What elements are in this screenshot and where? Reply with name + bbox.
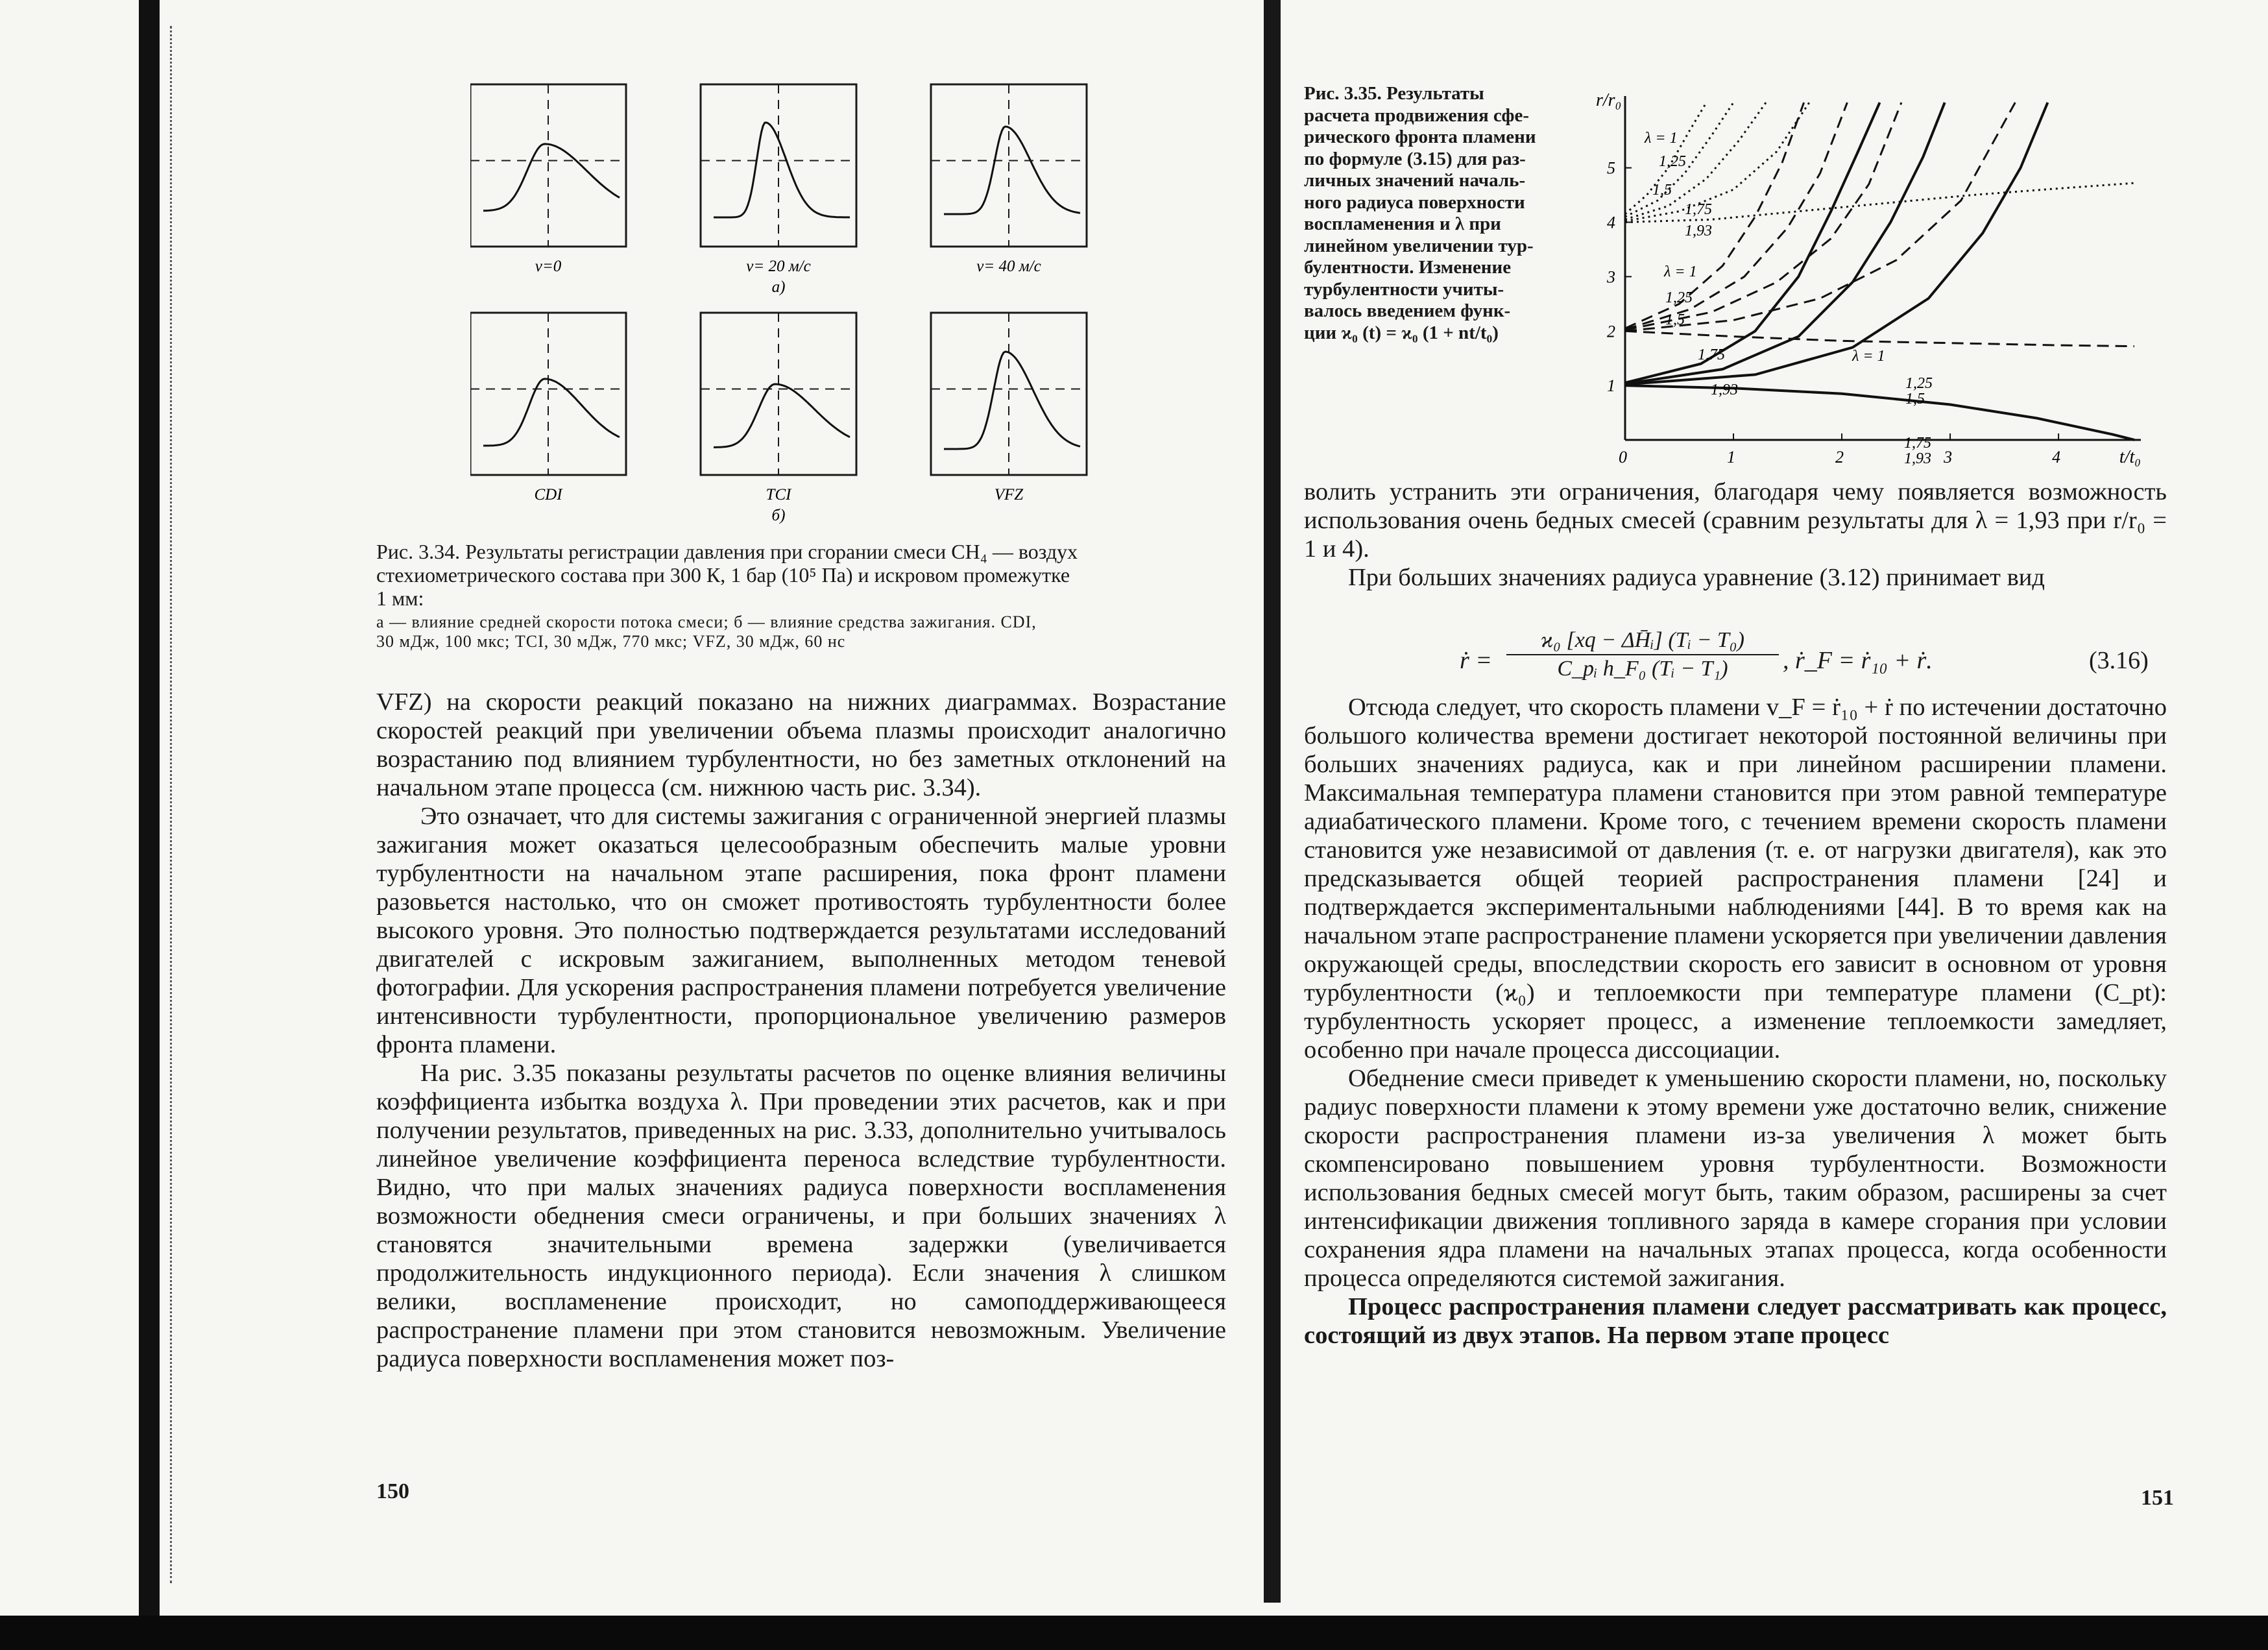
y-tick-label: 2 [1607,322,1615,341]
y-tick-label: 5 [1607,158,1615,178]
curve-annotation: λ = 1 [1664,263,1697,280]
curve-annotation: 1,25 [1665,289,1693,306]
page-number-left: 150 [376,1479,409,1503]
caption-line: рического фронта пламени [1304,127,1536,147]
caption-line: линейном увеличении тур- [1304,235,1534,256]
fig-b-group-label: б) [771,507,786,524]
formula-tail: , ṙ_F = ṙ₁₀ + ṙ. [1783,647,1933,674]
caption-line: турбулентности учиты- [1304,278,1504,300]
figure-3-34 [470,78,1184,532]
scan-left-marks [170,26,174,1583]
series-line-r0=2-9 [1625,331,2134,346]
fig-b-panel-2-pressure-curve [944,352,1080,449]
right-page [1297,0,2174,1616]
fig-3-34-legend [376,613,1223,651]
series-line-r0=1-13 [1625,385,2134,440]
fig-a-panel-2-pressure-curve [944,127,1080,214]
fig-b-panel-label-2: VFZ [994,486,1024,503]
paragraph: На рис. 3.35 показаны результаты расчетов по оценке влияния величины коэффициента избытка воздуха λ. При проведении этих расчетов, как и при получении результатов, приведенных на рис. 3.33, дополнительно учитывалось линейное увеличение коэффициента переноса вследствие турбулентности. Видно, что при малых значениях радиуса поверхности воспламенения возможности обеднения смеси ограничены, и при больших значениях λ становятся значительными времена задержки (увеличивается продолжительность индукционного периода). Если значения λ слишком велики, воспламенение происходит, но самоподдерживающееся распространение пламени при этом становится невозможным. Увеличение радиуса поверхности воспламенения может поз- [376,1060,1226,1372]
left-page [363,0,1233,1616]
fig-b-panel-label-1: TCI [766,486,791,503]
caption-line: ного радиуса поверхности [1304,191,1525,213]
paragraph: Процесс распространения пламени следует рассматривать как процесс, состоящий из двух этапов. На первом этапе процесс [1304,1293,2167,1349]
curve-annotation: 1,25 [1659,153,1686,170]
paragraph: Это означает, что для системы зажигания с ограниченной энергией плазмы зажигания может оказаться целесообразным обеспечить малые уровни турбулентности на начальном этапе расширения, пока фронт пламени разовьется настолько, что он сможет противостоять турбулентности более высокого уровня. Это полностью подтверждается результатами исследований двигателей с искровым зажиганием, выполненных методом теневой фотографии. Для ускорения распространения пламени потребуется увеличение интенсивности турбулентности, пропорциональное увеличению размеров фронта пламени. [376,803,1226,1058]
curve-annotation: 1,75 [1904,435,1931,452]
caption-line: Рис. 3.35. Результаты [1304,83,1484,104]
caption-line: булентности. Изменение [1304,257,1512,278]
y-axis-label: r/r₀ [1596,90,1622,110]
caption-line: личных значений началь- [1304,170,1526,191]
formula-3-16 [1460,628,2167,693]
paragraph: Обеднение смеси приведет к уменьшению скорости пламени, но, поскольку радиус поверхности пламени к этому времени уже достаточно велик, снижение скорости распространения пламени из-за увеличения λ может быть скомпенсировано повышением уровня турбулентности. Возможности использования бедных смесей могут быть, таким образом, расширены за счет интенсификации движения топливного заряда в камере сгорания при условии сохранения ядра пламени на начальных этапах процесса, когда особенности процесса определяются системой зажигания. [1304,1065,2167,1292]
legend-line: а — влияние средней скорости потока смеси; б — влияние средства зажигания. CDI, [376,613,1037,631]
right-body-text-top [1304,478,2167,592]
fig-a-panel-label-0: v=0 [535,258,562,275]
right-body-text-bottom [1304,693,2167,1350]
fig-a-panel-0-pressure-curve [483,144,620,211]
curve-annotation: 1,75 [1685,201,1712,218]
x-tick-label: 0 [1619,448,1627,467]
paragraph: Отсюда следует, что скорость пламени v_F = ṙ₁₀ + ṙ по истечении достаточно большого количества времени достигает некоторой постоянной величины при больших значениях радиуса, как и при линейном расширении пламени. Максимальная температура пламени становится при этом равной температуре адиабатического пламени. Кроме того, с течением времени скорость пламени становится уже независимой от давления (т. е. от нагрузки двигателя), как это предсказывается общей теорией распространения пламени [24] и подтверждается экспериментальными наблюдениями [44]. В то время как на начальном этапе распространение пламени ускоряется при увеличении давления окружающей среды, впоследствии скорость его зависит в основном от уровня турбулентности (ϰ₀) и теплоемкости при температуре пламени (C_pt): турбулентность ускоряет процесс, а изменение теплоемкости замедляет, особенно при начале процесса диссоциации. [1304,694,2167,1063]
formula-denominator: C_pᵢ h_F₀ (Tᵢ − T₁) [1557,657,1728,681]
caption-line: по формуле (3.15) для раз- [1304,148,1526,169]
fig-3-35-caption [1304,83,1580,344]
fig-3-34-caption [376,540,1223,610]
caption-line: расчета продвижения сфе- [1304,104,1529,126]
x-tick-label: 3 [1944,448,1953,467]
fig-b-panel-label-0: CDI [534,486,562,503]
caption-line: стехиометрического состава при 300 К, 1 бар (10⁵ Па) и искровом промежутке [376,563,1070,587]
fig-a-panel-label-2: v= 40 м/с [976,258,1041,275]
fig-b-panel-1-pressure-curve [714,384,850,447]
x-axis-label: t/t₀ [2119,447,2141,467]
figure-3-35-chart [1583,83,2167,472]
scan-left-edge [139,0,160,1616]
curve-annotation: λ = 1 [1852,348,1885,365]
page-number-right: 151 [2141,1486,2174,1510]
formula-fraction [1506,628,1779,681]
x-tick-label: 4 [2052,448,2061,467]
curve-annotation: λ = 1 [1645,130,1678,147]
paragraph: VFZ) на скорости реакций показано на нижних диаграммах. Возрастание скоростей реакций при увеличении объема плазмы происходит аналогично возрастанию под влиянием турбулентности, но без заметных отклонений на начальном этапе процесса (см. нижнюю часть рис. 3.34). [376,688,1226,801]
scan-bottom-edge [0,1616,2268,1650]
fig-a-group-label: а) [771,278,786,296]
curve-annotation: 1,5 [1665,311,1685,328]
caption-line: Рис. 3.34. Результаты регистрации давления при сгорании смеси CH₄ — воздух [376,540,1078,563]
fig-a-panel-label-1: v= 20 м/с [746,258,811,275]
caption-line: воспламенения и λ при [1304,213,1501,234]
curve-annotation: 1,93 [1685,223,1712,239]
formula-number: (3.16) [2089,647,2149,674]
left-body-text [376,688,1226,1373]
y-tick-label: 1 [1607,376,1615,396]
paragraph: волить устранить эти ограничения, благодаря чему появляется возможность использования очень бедных смесей (сравним результаты для λ = 1,93 при r/r₀ = 1 и 4). [1304,478,2167,563]
fig-a-panel-1-pressure-curve [714,123,850,217]
y-tick-label: 3 [1607,267,1615,287]
curve-annotation: 1,25 [1905,375,1933,392]
y-tick-label: 4 [1607,213,1615,232]
curve-annotation: 1,93 [1711,382,1738,398]
formula-lhs: ṙ = [1460,647,1492,674]
book-spine [1264,0,1281,1603]
curve-annotation: 1,5 [1905,391,1925,407]
caption-line: 1 мм: [376,587,424,611]
formula-numerator: ϰ₀ [xq − ΔH̄ᵢ] (Tᵢ − T₀) [1506,628,1779,655]
x-tick-label: 1 [1727,448,1736,467]
curve-annotation: 1,75 [1698,346,1725,363]
curve-annotation: 1,93 [1904,450,1931,467]
x-tick-label: 2 [1835,448,1844,467]
caption-line: валось введением функ- [1304,300,1511,321]
caption-line: ции ϰ₀ (t) = ϰ₀ (1 + nt/t₀) [1304,322,1499,343]
legend-line: 30 мДж, 100 мкс; TCI, 30 мДж, 770 мкс; VFZ, 30 мДж, 60 нс [376,631,846,651]
paragraph: При больших значениях радиуса уравнение (3.12) принимает вид [1348,564,2045,591]
curve-annotation: 1,5 [1652,182,1672,199]
series-line-r0=1-12 [1625,103,2047,385]
